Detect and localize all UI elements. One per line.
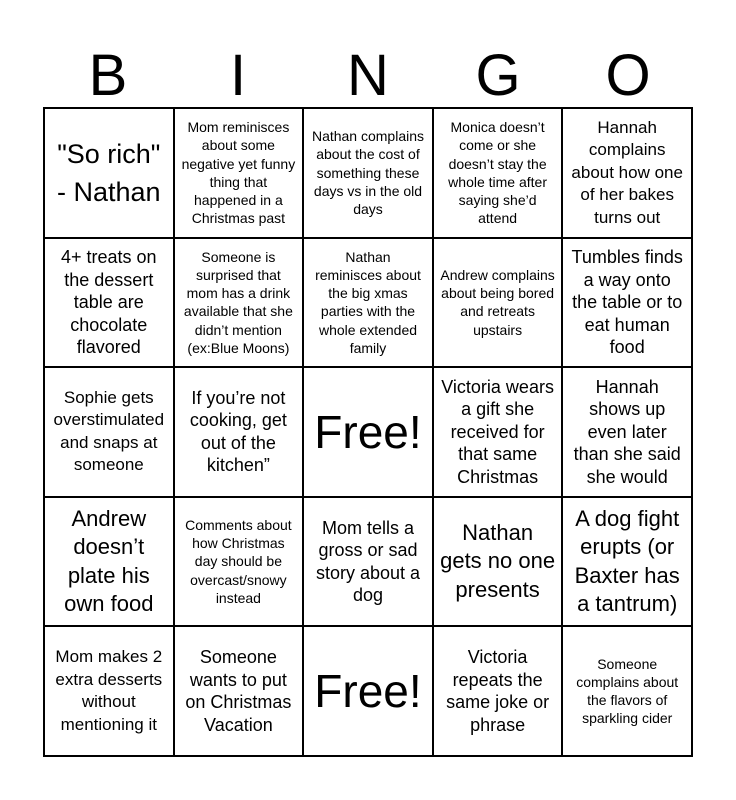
bingo-cell[interactable]: [44, 367, 174, 497]
free-space-text: Free!: [314, 665, 422, 718]
cell-text: Nathan gets no one presents: [440, 519, 556, 602]
cell-text: Sophie gets overstimulated and snaps at someone: [53, 387, 165, 475]
bingo-cell[interactable]: [433, 238, 563, 368]
bingo-cell[interactable]: [562, 238, 692, 368]
bingo-cell[interactable]: [562, 626, 692, 756]
cell-text: Someone complains about the flavors of sparkling cider: [576, 655, 679, 727]
bingo-header: [43, 43, 693, 108]
cell-text: Nathan complains about the cost of something these days vs in the old days: [311, 128, 425, 218]
header-letter-o: O: [605, 43, 651, 108]
free-space-cell[interactable]: [303, 367, 433, 497]
free-space-cell[interactable]: [303, 626, 433, 756]
cell-text: Mom makes 2 extra desserts without mentioning it: [55, 647, 163, 734]
bingo-cell[interactable]: [303, 108, 433, 238]
bingo-cell[interactable]: [433, 108, 563, 238]
cell-text: Someone wants to put on Christmas Vacation: [185, 647, 292, 735]
header-letter-g: G: [475, 43, 521, 108]
cell-text: Mom reminisces about some negative yet funny thing that happened in a Christmas past: [181, 118, 296, 227]
bingo-cell[interactable]: [174, 108, 304, 238]
header-letter-i: I: [229, 43, 247, 108]
cell-text: Andrew complains about being bored and retreats upstairs: [440, 266, 555, 338]
free-space-text: Free!: [314, 405, 422, 458]
cell-text: A dog fight erupts (or Baxter has a tantrum): [574, 505, 680, 617]
cell-text: Victoria repeats the same joke or phrase: [446, 647, 550, 735]
bingo-board: [43, 107, 693, 757]
bingo-cell[interactable]: [174, 626, 304, 756]
cell-text: Nathan reminisces about the big xmas parties with the whole extended family: [315, 248, 421, 356]
bingo-cell[interactable]: [44, 497, 174, 627]
cell-text: If you’re not cooking, get out of the kitchen”: [189, 387, 287, 476]
cell-text: Someone is surprised that mom has a drink available that she didn’t mention (ex:Blue Moons): [183, 248, 293, 356]
bingo-cell[interactable]: [174, 497, 304, 627]
cell-text: 4+ treats on the dessert table are chocolate flavored: [61, 247, 157, 358]
bingo-cell[interactable]: [433, 367, 563, 497]
bingo-cell[interactable]: [174, 238, 304, 368]
bingo-cell[interactable]: [562, 108, 692, 238]
cell-text: Tumbles finds a way onto the table or to eat human food: [571, 247, 683, 358]
cell-text: Andrew doesn’t plate his own food: [64, 505, 154, 617]
bingo-cell[interactable]: [44, 108, 174, 238]
cell-text: "So rich" - Nathan: [57, 138, 161, 207]
bingo-cell[interactable]: [562, 367, 692, 497]
bingo-cell[interactable]: [44, 238, 174, 368]
header-letter-n: N: [347, 43, 389, 108]
bingo-cell[interactable]: [433, 497, 563, 627]
bingo-cell[interactable]: [174, 367, 304, 497]
cell-text: Mom tells a gross or sad story about a dog: [315, 517, 421, 606]
cell-text: Hannah shows up even later than she said she would: [573, 376, 681, 487]
cell-text: Comments about how Christmas day should be overcast/snowy instead: [185, 516, 292, 607]
bingo-cell[interactable]: [303, 238, 433, 368]
header-letter-b: B: [88, 43, 128, 108]
cell-text: Monica doesn’t come or she doesn’t stay the whole time after saying she’d attend: [448, 118, 547, 227]
bingo-cell[interactable]: [303, 497, 433, 627]
cell-text: Hannah complains about how one of her bakes turns out: [571, 117, 683, 227]
bingo-cell[interactable]: [562, 497, 692, 627]
cell-text: Victoria wears a gift she received for that same Christmas: [441, 376, 554, 487]
bingo-cell[interactable]: [44, 626, 174, 756]
bingo-cell[interactable]: [433, 626, 563, 756]
